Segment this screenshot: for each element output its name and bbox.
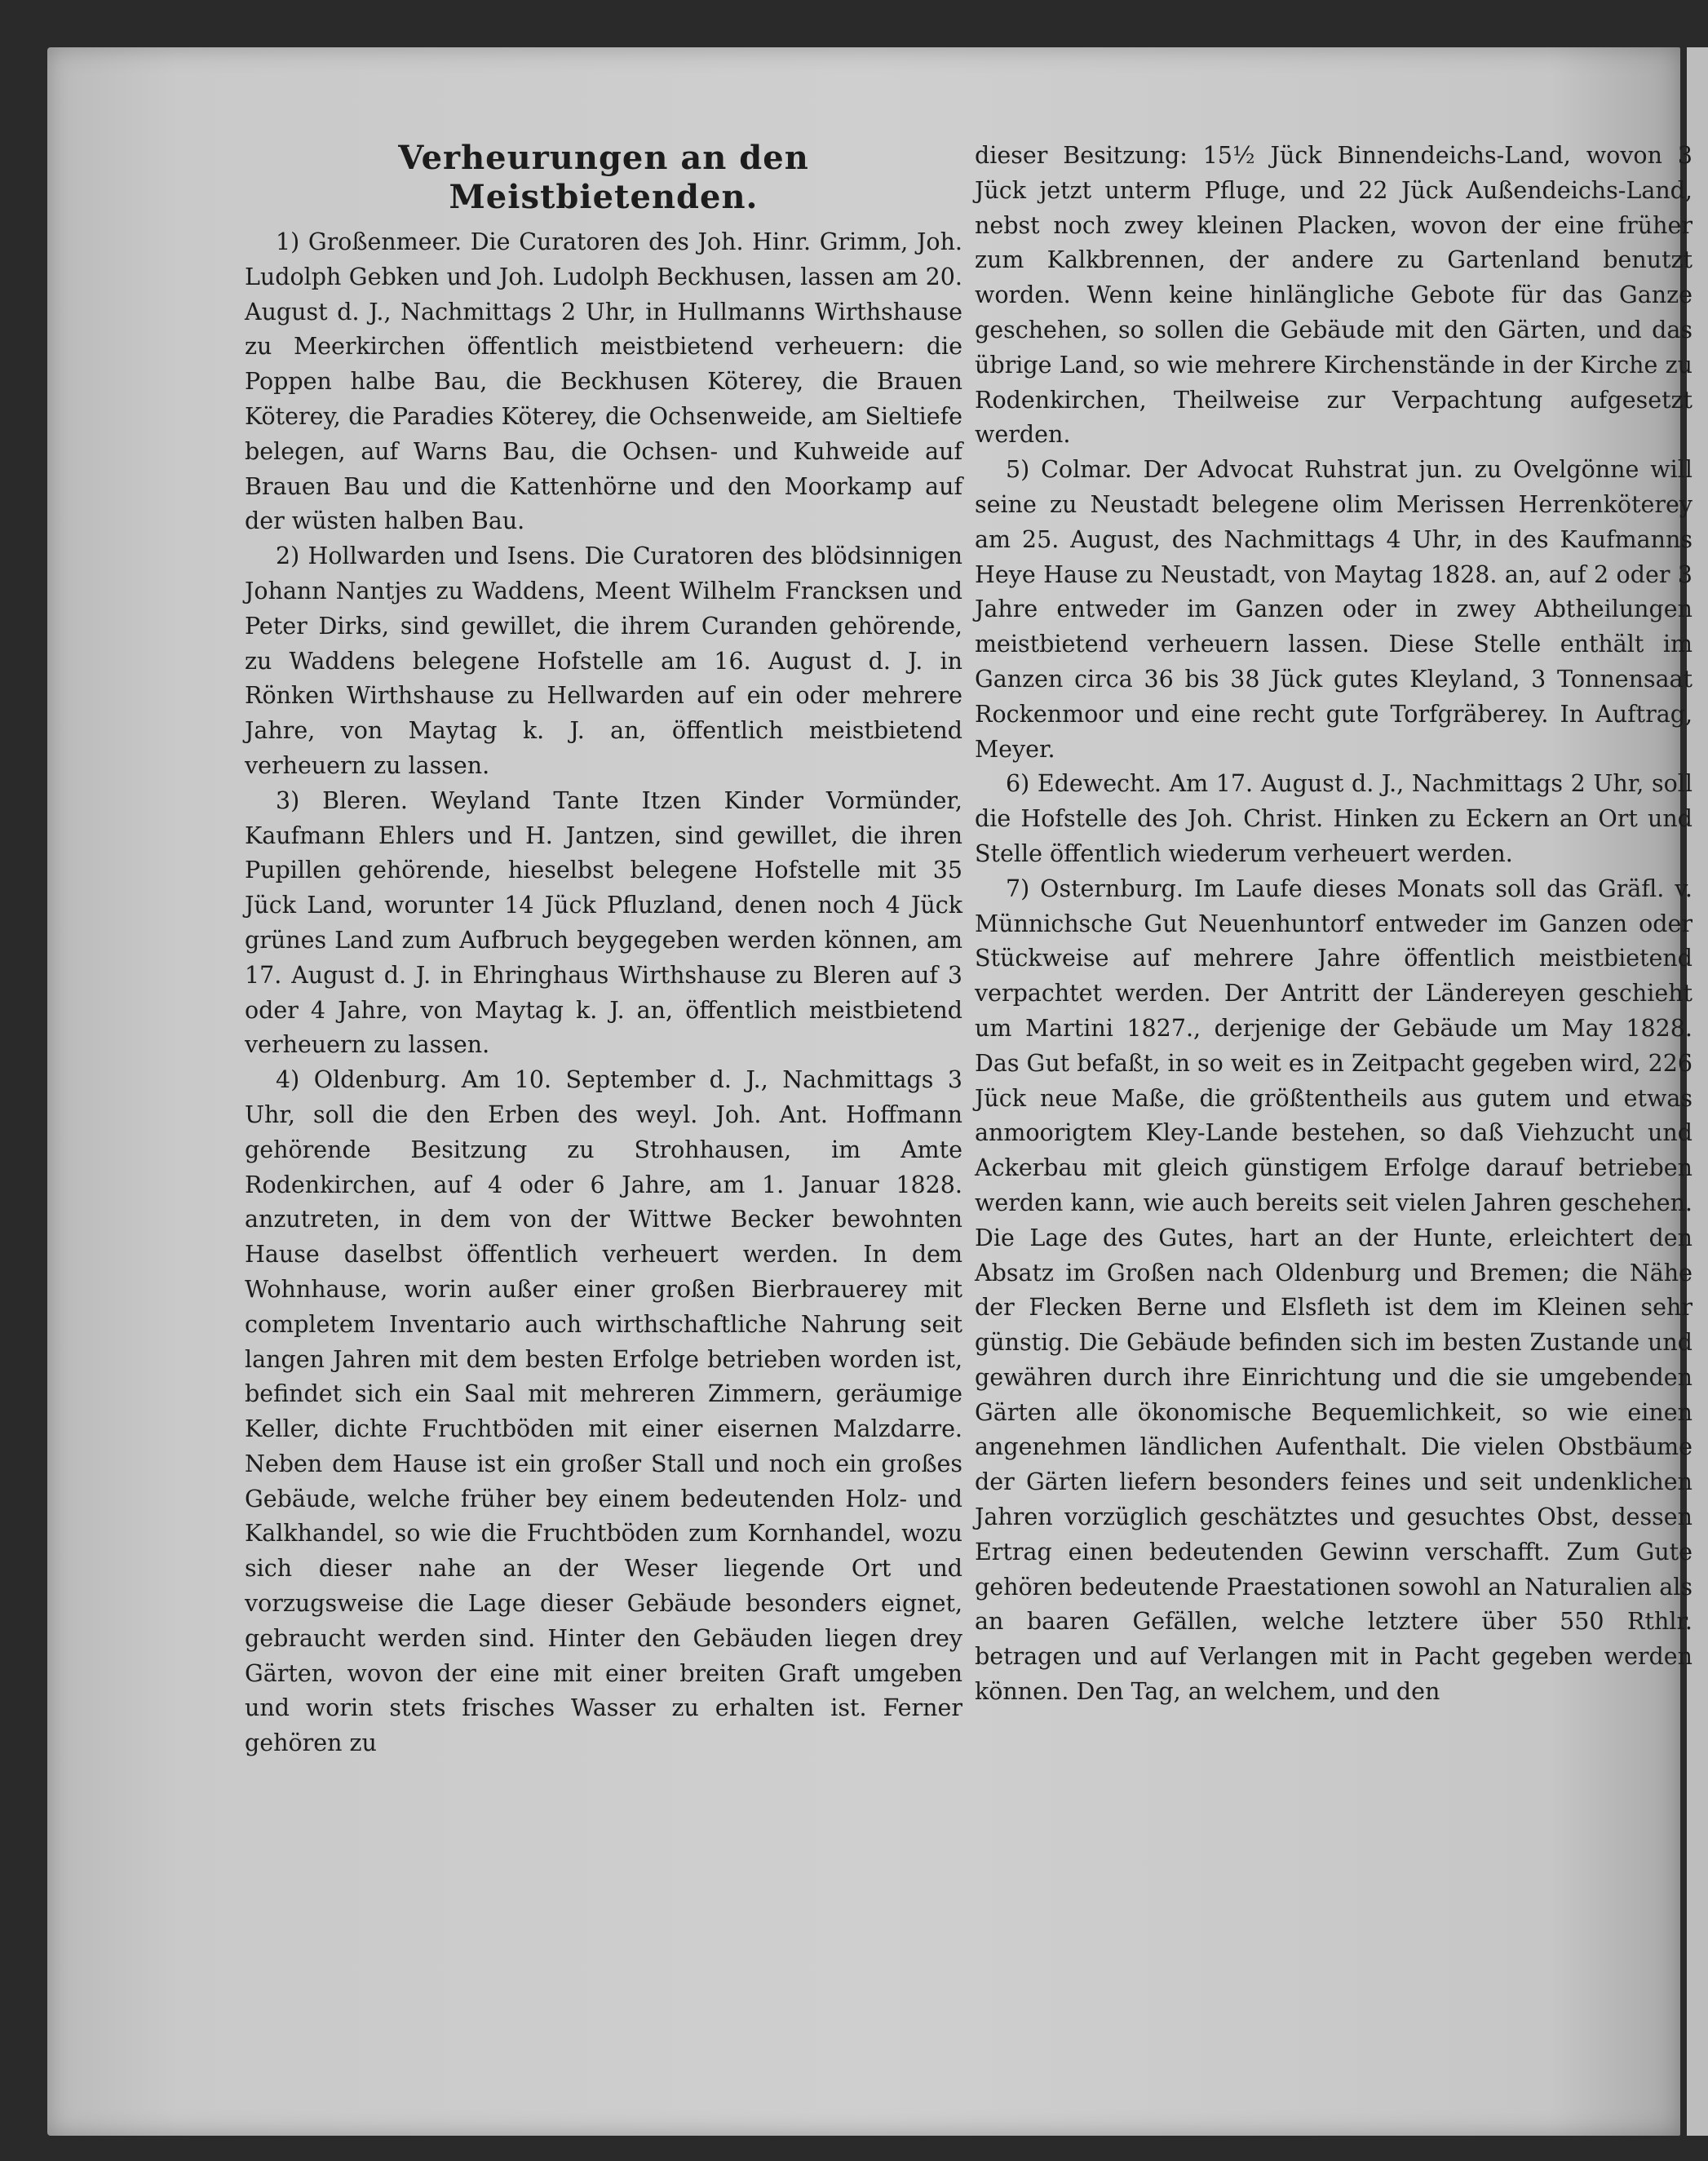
notice-colmar: 5) Colmar. Der Advocat Ruhstrat jun. zu Ovelgönne will seine zu Neustadt belegene olim Merissen Herrenköterey am 25. August, des Nachmittags 4 Uhr, in des Kaufmanns Heye Hause zu Neustadt, von Maytag 1828. an, auf 2 oder 3 Jahre entweder im Ganzen oder in zwey Abtheilungen meistbietend verheuern lassen. Diese Stelle enthält im Ganzen circa 36 bis 38 Jück gutes Kleyland, 3 Tonnensaat Rockenmoor und eine recht gute Torfgräberey. In Auftrag, Meyer. (975, 456, 1693, 763)
section-heading: Verheurungen an den Meistbietenden. (398, 139, 809, 216)
notice-oldenburg-continued: dieser Besitzung: 15½ Jück Binnendeichs-Land, wovon 3 Jück jetzt unterm Pfluge, und 22 Jück Außendeichs-Land, nebst noch zwey kleinen Placken, wovon der eine früher zum Kalkbrennen, der andere zu Gartenland benutzt worden. Wenn keine hinlängliche Gebote für das Ganze geschehen, so sollen die Gebäude mit den Gärten, und das übrige Land, so wie mehrere Kirchenstände in der Kirche zu Rodenkirchen, Theilweise zur Verpachtung aufgesetzt werden. (975, 142, 1693, 449)
notice-bleren: 3) Bleren. Weyland Tante Itzen Kinder Vormünder, Kaufmann Ehlers und H. Jantzen, sind gewillet, die ihren Pupillen gehörende, hieselbst belegene Hofstelle mit 35 Jück Land, worunter 14 Jück Pfluzland, denen noch 4 Jück grünes Land zum Aufbruch beygegeben werden können, am 17. August d. J. in Ehringhaus Wirthshause zu Bleren auf 3 oder 4 Jahre, von Maytag k. J. an, öffentlich meistbietend verheuern zu lassen. (245, 786, 962, 1059)
notice-hollwarden: 2) Hollwarden und Isens. Die Curatoren des blödsinnigen Johann Nantjes zu Waddens, Meent Wilhelm Francksen und Peter Dirks, sind gewillet, die ihrem Curanden gehörende, zu Waddens belegene Hofstelle am 16. August d. J. in Rönken Wirthshause zu Hellwarden auf ein oder mehrere Jahre, von Maytag k. J. an, öffentlich meistbietend verheuern zu lassen. (245, 542, 962, 779)
notice-edewecht: 6) Edewecht. Am 17. August d. J., Nachmittags 2 Uhr, soll die Hofstelle des Joh. Christ. Hinken zu Eckern an Ort und Stelle öffentlich wiederum verheuert werden. (975, 770, 1693, 867)
page-content (245, 139, 1693, 2097)
notice-grossenmeer: 1) Großenmeer. Die Curatoren des Joh. Hinr. Grimm, Joh. Ludolph Gebken und Joh. Ludolph Beckhusen, lassen am 20. August d. J., Nachmittags 2 Uhr, in Hullmanns Wirthshause zu Meerkirchen öffentlich meistbietend verheuern: die Poppen halbe Bau, die Beckhusen Köterey, die Brauen Köterey, die Paradies Köterey, die Ochsenweide, am Sieltiefe belegen, auf Warns Bau, die Ochsen- und Kuhweide auf Brauen Bau und die Kattenhörne und den Moorkamp auf der wüsten halben Bau. (245, 228, 962, 535)
left-column (245, 139, 962, 1761)
notice-osternburg: 7) Osternburg. Im Laufe dieses Monats soll das Gräfl. v. Münnichsche Gut Neuenhuntorf entweder im Ganzen oder Stückweise auf mehrere Jahre öffentlich meistbietend verpachtet werden. Der Antritt der Ländereyen geschieht um Martini 1827., derjenige der Gebäude um May 1828. Das Gut befaßt, in so weit es in Zeitpacht gegeben wird, 226 Jück neue Maße, die größtentheils aus gutem und etwas anmoorigtem Kley-Lande bestehen, so daß Viehzucht und Ackerbau mit gleich günstigem Erfolge darauf betrieben werden kann, wie auch bereits seit vielen Jahren geschehen. Die Lage des Gutes, hart an der Hunte, erleichtert den Absatz im Großen nach Oldenburg und Bremen; die Nähe der Flecken Berne und Elsfleth ist dem im Kleinen sehr günstig. Die Gebäude befinden sich im besten Zustande und gewähren durch ihre Einrichtung und die sie umgebenden Gärten alle ökonomische Bequemlichkeit, so wie einen angenehmen ländlichen Aufenthalt. Die vielen Obstbäume der Gärten liefern besonders feines und seit undenklichen Jahren vorzüglich geschätztes und gesuchtes Obst, dessen Ertrag einen bedeutenden Gewinn verschafft. Zum Gute gehören bedeutende Praestationen sowohl an Naturalien als an baaren Gefällen, welche letztere über 550 Rthlr. betragen und auf Verlangen mit in Pacht gegeben werden können. Den Tag, an welchem, und den (975, 875, 1693, 1706)
right-column (975, 139, 1693, 1710)
notice-oldenburg: 4) Oldenburg. Am 10. September d. J., Nachmittags 3 Uhr, soll die den Erben des weyl. Joh. Ant. Hoffmann gehörende Besitzung zu Strohhausen, im Amte Rodenkirchen, auf 4 oder 6 Jahre, am 1. Januar 1828. anzutreten, in dem von der Wittwe Becker bewohnten Hause daselbst öffentlich verheuert werden. In dem Wohnhause, worin außer einer großen Bierbrauerey mit completem Inventario auch wirthschaftliche Nahrung seit langen Jahren mit dem besten Erfolge betrieben worden ist, befindet sich ein Saal mit mehreren Zimmern, geräumige Keller, dichte Fruchtböden mit einer eisernen Malzdarre. Neben dem Hause ist ein großer Stall und noch ein großes Gebäude, welche früher bey einem bedeutenden Holz- und Kalkhandel, so wie die Fruchtböden zum Kornhandel, wozu sich dieser nahe an der Weser liegende Ort und vorzugsweise die Lage dieser Gebäude besonders eignet, gebraucht werden sind. Hinter den Gebäuden liegen drey Gärten, wovon der eine mit einer breiten Graft umgeben und worin stets frisches Wasser zu erhalten ist. Ferner gehören zu (245, 1066, 962, 1757)
